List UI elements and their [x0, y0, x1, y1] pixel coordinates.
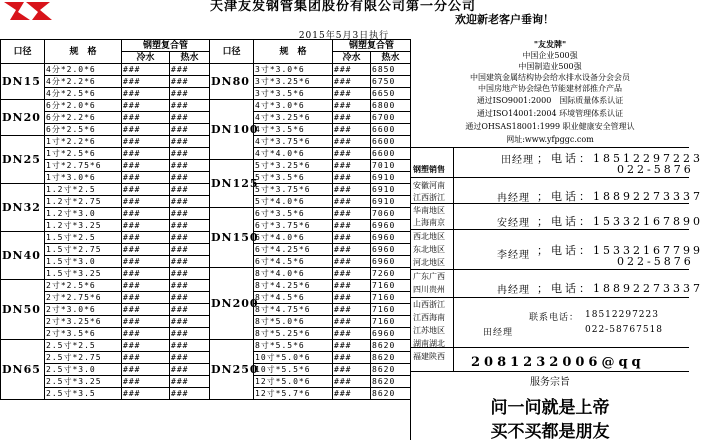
spec-cell: 10寸*5.0*6: [254, 352, 333, 364]
cold-cell: ###: [333, 304, 371, 316]
header-spec-2: 规 格: [254, 40, 333, 64]
contact-tian-phone-2: 022-5876: [617, 163, 694, 176]
hot-cell: ###: [170, 220, 210, 232]
hot-cell: 6960: [371, 244, 411, 256]
hot-cell: 8620: [371, 340, 411, 352]
spec-cell: 8寸*4.5*6: [254, 292, 333, 304]
spec-cell: 2.5寸*2.5: [45, 340, 122, 352]
header-hot-2: 热水: [371, 52, 411, 64]
cold-cell: ###: [333, 352, 371, 364]
company-name: 天津友发钢管集团股份有限公司第一分公司: [210, 0, 477, 14]
hot-cell: 6800: [371, 100, 411, 112]
size-label: DN150: [210, 208, 254, 268]
region: 西北地区: [413, 232, 445, 241]
spec-cell: 2.5寸*3.25: [45, 376, 122, 388]
cold-cell: ###: [122, 376, 170, 388]
header-size-2: 口径: [210, 40, 254, 64]
spec-cell: 4分*2.0*6: [45, 64, 122, 76]
contact-ran-phone: ；电话：18892273337: [537, 190, 703, 203]
hot-cell: 6600: [371, 136, 411, 148]
header-composite-2: 钢塑复合管: [333, 40, 411, 52]
spec-cell: 1.2寸*2.5: [45, 184, 122, 196]
spec-cell: 4寸*3.75*6: [254, 136, 333, 148]
hot-cell: ###: [170, 160, 210, 172]
cold-cell: ###: [333, 328, 371, 340]
cold-cell: ###: [333, 124, 371, 136]
spec-cell: 8寸*5.5*6: [254, 340, 333, 352]
cold-cell: ###: [333, 136, 371, 148]
cold-cell: ###: [333, 232, 371, 244]
cold-cell: ###: [333, 256, 371, 268]
size-label: DN25: [1, 136, 45, 184]
cold-cell: ###: [333, 376, 371, 388]
spec-cell: 5寸*3.5*6: [254, 172, 333, 184]
hot-cell: 6910: [371, 196, 411, 208]
size-label: DN32: [1, 184, 45, 232]
slogan-line-2: 买不买都是朋友: [490, 422, 610, 442]
hot-cell: 8620: [371, 376, 411, 388]
header-composite: 钢塑复合管: [122, 40, 210, 52]
company-logo: [0, 0, 60, 22]
contact-ran: 冉经理: [497, 193, 530, 204]
spec-cell: 3寸*3.5*6: [254, 88, 333, 100]
cold-cell: ###: [122, 268, 170, 280]
spec-cell: 8寸*4.75*6: [254, 304, 333, 316]
hot-cell: ###: [170, 316, 210, 328]
cold-cell: ###: [122, 88, 170, 100]
cold-cell: ###: [122, 148, 170, 160]
hot-cell: ###: [170, 100, 210, 112]
hot-cell: 6910: [371, 184, 411, 196]
cold-cell: ###: [122, 160, 170, 172]
spec-cell: 5寸*3.75*6: [254, 184, 333, 196]
header-spec: 规 格: [45, 40, 122, 64]
cold-cell: ###: [333, 316, 371, 328]
region: 河北地区: [413, 258, 445, 267]
spec-cell: 2寸*2.5*6: [45, 280, 122, 292]
spec-cell: 8寸*4.0*6: [254, 268, 333, 280]
spec-cell: 1寸*2.75*6: [45, 160, 122, 172]
cold-cell: ###: [333, 364, 371, 376]
spec-cell: 6寸*4.0*6: [254, 232, 333, 244]
hot-cell: ###: [170, 364, 210, 376]
hot-cell: ###: [170, 280, 210, 292]
brand-line: 通过ISO9001:2000 国际质量体系认证: [476, 96, 624, 105]
size-label: DN200: [210, 268, 254, 340]
size-label: DN125: [210, 160, 254, 208]
cold-cell: ###: [122, 136, 170, 148]
hot-cell: ###: [170, 340, 210, 352]
hot-cell: 6850: [371, 64, 411, 76]
cold-cell: ###: [122, 64, 170, 76]
hot-cell: ###: [170, 196, 210, 208]
hot-cell: ###: [170, 328, 210, 340]
spec-cell: 2.5寸*3.5: [45, 388, 122, 400]
hot-cell: ###: [170, 388, 210, 400]
spec-cell: 1.5寸*2.75: [45, 244, 122, 256]
hot-cell: 6600: [371, 148, 411, 160]
cold-cell: ###: [122, 172, 170, 184]
cold-cell: ###: [333, 64, 371, 76]
cold-cell: ###: [122, 304, 170, 316]
cold-cell: ###: [122, 112, 170, 124]
brand-line: 中国房地产协会绿色节能建材部推介产品: [478, 84, 622, 93]
header-cold: 冷水: [122, 52, 170, 64]
region: 上海南京: [413, 218, 445, 227]
cold-cell: ###: [333, 184, 371, 196]
cold-cell: ###: [333, 208, 371, 220]
spec-cell: 2.5寸*3.0: [45, 364, 122, 376]
brand-line: 中国制造业500强: [518, 62, 582, 71]
hot-cell: ###: [170, 232, 210, 244]
region: 江西海南: [413, 313, 445, 322]
hot-cell: ###: [170, 292, 210, 304]
spec-cell: 1寸*2.5*6: [45, 148, 122, 160]
cold-cell: ###: [122, 364, 170, 376]
cold-cell: ###: [333, 340, 371, 352]
cold-cell: ###: [122, 196, 170, 208]
spec-cell: 2.5寸*2.75: [45, 352, 122, 364]
cold-cell: ###: [122, 328, 170, 340]
hot-cell: 8620: [371, 388, 411, 400]
hot-cell: ###: [170, 244, 210, 256]
region: 华南地区: [413, 206, 445, 215]
contact-an-phone: ；电话：15332167890: [537, 215, 703, 228]
spec-cell: 4寸*4.0*6: [254, 148, 333, 160]
cold-cell: ###: [333, 76, 371, 88]
size-label: DN80: [210, 64, 254, 100]
cold-cell: ###: [333, 172, 371, 184]
spec-cell: 2寸*3.0*6: [45, 304, 122, 316]
cold-cell: ###: [333, 268, 371, 280]
brand-line: 中国企业500强: [522, 51, 578, 60]
spec-cell: 6寸*4.5*6: [254, 256, 333, 268]
header-hot: 热水: [170, 52, 210, 64]
region: 湖南湖北: [413, 339, 445, 348]
hot-cell: 7060: [371, 208, 411, 220]
hot-cell: ###: [170, 76, 210, 88]
spec-cell: 2寸*3.25*6: [45, 316, 122, 328]
spec-cell: 12寸*5.0*6: [254, 376, 333, 388]
cold-cell: ###: [333, 100, 371, 112]
cold-cell: ###: [333, 88, 371, 100]
service-motto: 服务宗旨: [530, 377, 570, 388]
hot-cell: 7260: [371, 268, 411, 280]
cold-cell: ###: [122, 232, 170, 244]
hot-cell: 6910: [371, 172, 411, 184]
cold-cell: ###: [122, 256, 170, 268]
spec-cell: 1.5寸*2.5: [45, 232, 122, 244]
contact-ran-2: 冉经理: [497, 285, 530, 296]
spec-cell: 6寸*3.75*6: [254, 220, 333, 232]
spec-cell: 4分*2.5*6: [45, 88, 122, 100]
cold-cell: ###: [333, 196, 371, 208]
spec-cell: 6分*2.2*6: [45, 112, 122, 124]
contact-li-phone: ；电话：15332167799: [537, 244, 703, 257]
size-label: DN250: [210, 340, 254, 400]
cold-cell: ###: [122, 292, 170, 304]
cold-cell: ###: [333, 388, 371, 400]
hot-cell: ###: [170, 172, 210, 184]
office-phone-label: 联系电话：: [529, 313, 580, 323]
spec-cell: 3寸*3.0*6: [254, 64, 333, 76]
brand-line: 通过OHSAS18001:1999 职业健康安全管理认: [465, 122, 635, 131]
contact-an: 安经理: [497, 218, 530, 229]
office-phone: 18512297223: [585, 310, 659, 320]
header-cold-2: 冷水: [333, 52, 371, 64]
cold-cell: ###: [333, 244, 371, 256]
cold-cell: ###: [333, 148, 371, 160]
hot-cell: 6960: [371, 232, 411, 244]
spec-cell: 1.2寸*3.25: [45, 220, 122, 232]
hot-cell: ###: [170, 148, 210, 160]
office-contact: 田经理: [483, 328, 514, 338]
spec-cell: 3寸*3.25*6: [254, 76, 333, 88]
spec-cell: 6分*2.0*6: [45, 100, 122, 112]
cold-cell: ###: [122, 280, 170, 292]
spec-cell: 1寸*2.2*6: [45, 136, 122, 148]
hot-cell: ###: [170, 64, 210, 76]
welcome-text: 欢迎新老客户垂询！: [455, 13, 554, 26]
hot-cell: 7010: [371, 160, 411, 172]
region: 福建陕西: [413, 352, 445, 361]
contact-li: 李经理: [497, 250, 530, 261]
hot-cell: 7160: [371, 292, 411, 304]
brand-title: "友发牌": [533, 39, 567, 49]
contact-li-phone-2: 022-5876: [617, 255, 694, 268]
hot-cell: 7160: [371, 316, 411, 328]
hot-cell: ###: [170, 112, 210, 124]
size-label: DN100: [210, 100, 254, 160]
hot-cell: ###: [170, 88, 210, 100]
contact-tian-phone: ；电话：18512297223: [537, 152, 703, 165]
hot-cell: 8620: [371, 352, 411, 364]
cold-cell: ###: [122, 388, 170, 400]
spec-cell: 1.2寸*3.0: [45, 208, 122, 220]
cold-cell: ###: [122, 244, 170, 256]
brand-line: 通过ISO14001:2004 环境管理体系认证: [476, 109, 624, 118]
region: 江西浙江: [413, 193, 445, 202]
region: 山西浙江: [413, 300, 445, 309]
spec-cell: 2寸*3.5*6: [45, 328, 122, 340]
hot-cell: ###: [170, 304, 210, 316]
hot-cell: 7160: [371, 304, 411, 316]
region: 江苏地区: [413, 326, 445, 335]
hot-cell: 6960: [371, 328, 411, 340]
spec-cell: 10寸*5.5*6: [254, 364, 333, 376]
size-label: DN65: [1, 340, 45, 400]
cold-cell: ###: [333, 160, 371, 172]
hot-cell: ###: [170, 376, 210, 388]
spec-cell: 12寸*5.7*6: [254, 388, 333, 400]
contact-tian: 田经理: [501, 155, 534, 166]
region: 四川贵州: [413, 285, 445, 294]
cold-cell: ###: [333, 112, 371, 124]
hot-cell: ###: [170, 124, 210, 136]
spec-cell: 8寸*4.25*6: [254, 280, 333, 292]
hot-cell: ###: [170, 208, 210, 220]
qq-number: 2081232006@qq: [471, 355, 645, 370]
hot-cell: 8620: [371, 364, 411, 376]
cold-cell: ###: [122, 352, 170, 364]
slogan-line-1: 问一问就是上帝: [490, 398, 610, 418]
office-phone-2: 022-58767518: [585, 325, 664, 335]
cold-cell: ###: [122, 76, 170, 88]
spec-cell: 5寸*4.0*6: [254, 196, 333, 208]
effective-date: 2015年5月3日执行: [298, 31, 390, 41]
spec-cell: 4寸*3.0*6: [254, 100, 333, 112]
spec-cell: 1.5寸*3.0: [45, 256, 122, 268]
spec-cell: 6分*2.5*6: [45, 124, 122, 136]
cold-cell: ###: [122, 184, 170, 196]
hot-cell: 7160: [371, 280, 411, 292]
hot-cell: 6750: [371, 76, 411, 88]
size-label: DN50: [1, 280, 45, 340]
spec-cell: 5寸*3.25*6: [254, 160, 333, 172]
brand-line: 中国建筑金属结构协会给水排水设备分会会员: [470, 73, 630, 82]
cold-cell: ###: [333, 292, 371, 304]
cold-cell: ###: [333, 280, 371, 292]
hot-cell: ###: [170, 184, 210, 196]
region: 广东广西: [413, 272, 445, 281]
spec-cell: 8寸*5.25*6: [254, 328, 333, 340]
hot-cell: 6700: [371, 112, 411, 124]
company-info-panel: [410, 39, 703, 442]
hot-cell: ###: [170, 136, 210, 148]
spec-cell: 6寸*4.25*6: [254, 244, 333, 256]
spec-cell: 2寸*2.75*6: [45, 292, 122, 304]
hot-cell: 6650: [371, 88, 411, 100]
cold-cell: ###: [122, 316, 170, 328]
size-label: DN15: [1, 64, 45, 100]
spec-cell: 1.2寸*2.75: [45, 196, 122, 208]
contact-ran-2-phone: ；电话：18892273337: [537, 282, 703, 295]
hot-cell: ###: [170, 256, 210, 268]
region: 安徽河南: [413, 181, 445, 190]
spec-cell: 8寸*5.0*6: [254, 316, 333, 328]
header-size: 口径: [1, 40, 45, 64]
hot-cell: 6600: [371, 124, 411, 136]
hot-cell: 6960: [371, 220, 411, 232]
hot-cell: ###: [170, 352, 210, 364]
sales-label: 钢塑销售: [413, 164, 445, 174]
cold-cell: ###: [122, 124, 170, 136]
spec-cell: 4寸*3.25*6: [254, 112, 333, 124]
spec-cell: 4寸*3.5*6: [254, 124, 333, 136]
region: 东北地区: [413, 245, 445, 254]
cold-cell: ###: [122, 340, 170, 352]
size-label: DN40: [1, 232, 45, 280]
spec-cell: 1.5寸*3.25: [45, 268, 122, 280]
cold-cell: ###: [122, 208, 170, 220]
website-link[interactable]: 网址:www.yfpggc.com: [506, 135, 594, 144]
cold-cell: ###: [122, 100, 170, 112]
hot-cell: 6960: [371, 256, 411, 268]
spec-cell: 4分*2.2*6: [45, 76, 122, 88]
spec-cell: 6寸*3.5*6: [254, 208, 333, 220]
size-label: DN20: [1, 100, 45, 136]
hot-cell: ###: [170, 268, 210, 280]
spec-cell: 1寸*3.0*6: [45, 172, 122, 184]
cold-cell: ###: [333, 220, 371, 232]
cold-cell: ###: [122, 220, 170, 232]
